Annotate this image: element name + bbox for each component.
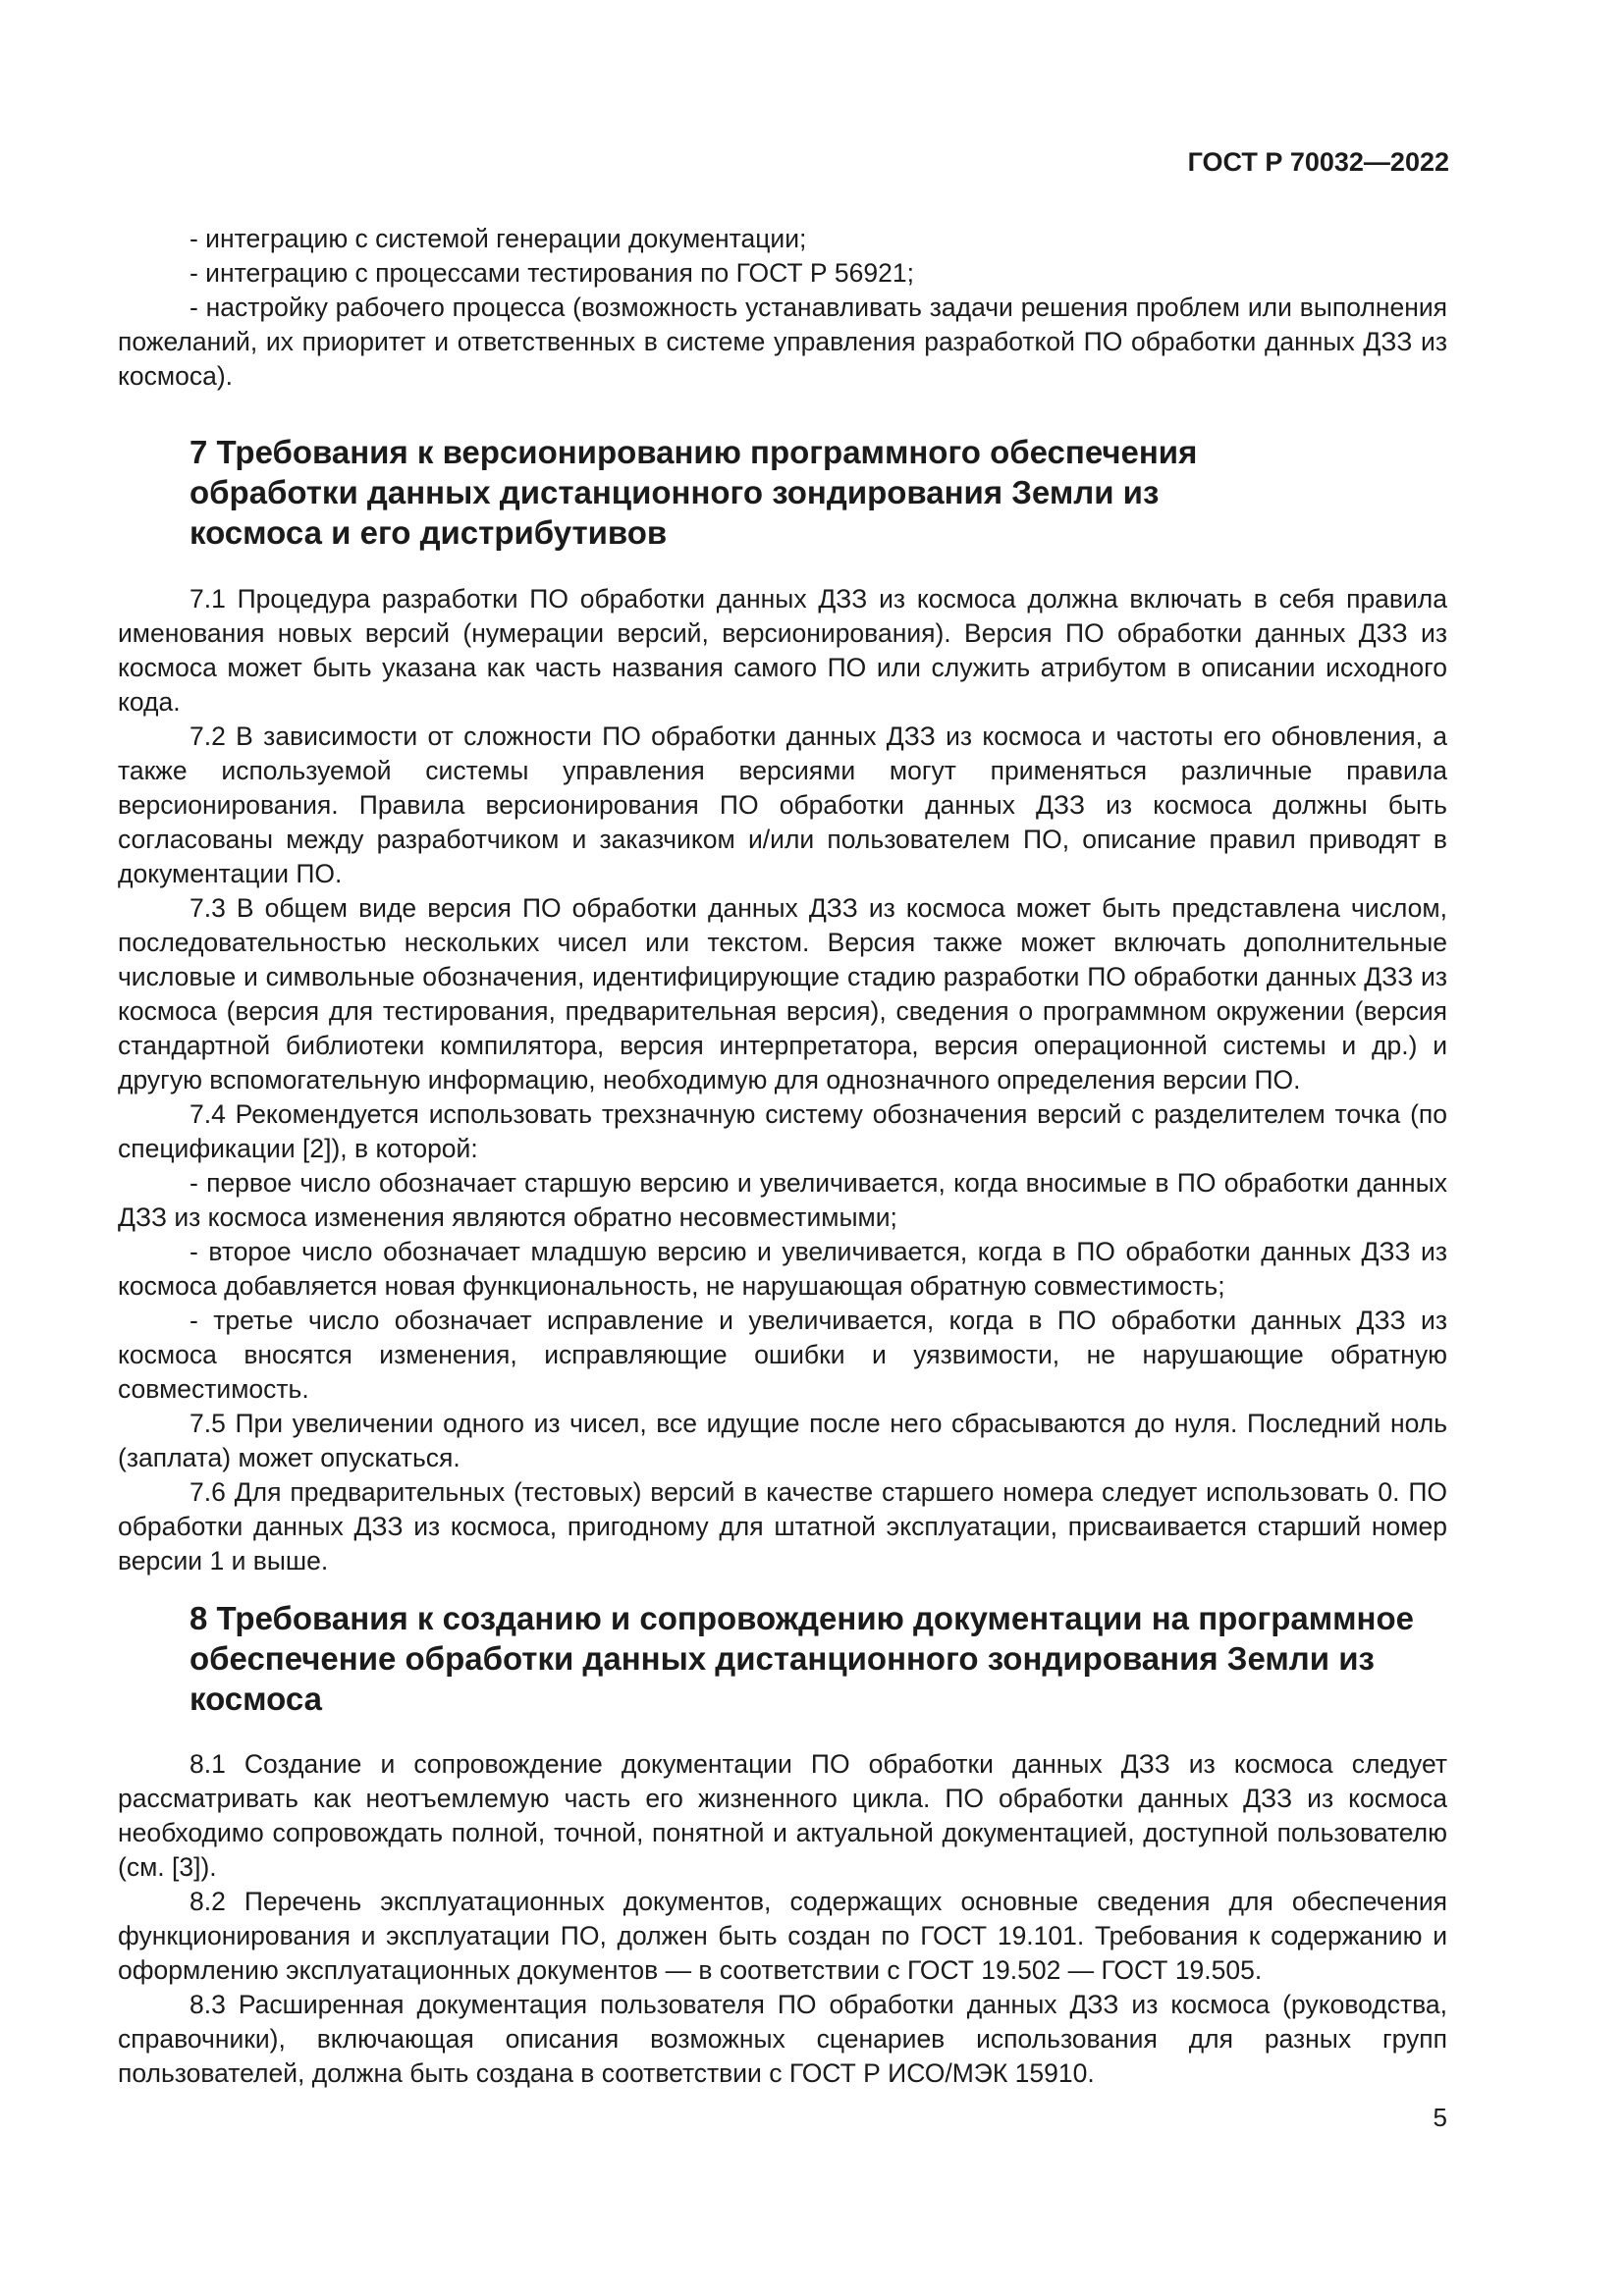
list-item: - интеграцию с системой генерации документации; bbox=[189, 224, 807, 253]
section-7-body bbox=[118, 582, 1447, 1578]
page-number: 5 bbox=[1433, 2103, 1447, 2132]
paragraph: 7.6 Для предварительных (тестовых) версий в качестве старшего номера следует использовать 0. ПО обработки данных ДЗЗ из космоса, пригодному для штатной эксплуатации, присваивается старший номер версии 1 и выше. bbox=[118, 1477, 1447, 1575]
list-item: - второе число обозначает младшую версию и увеличивается, когда в ПО обработки данных ДЗЗ из космоса добавляется новая функциональность, не нарушающая обратную совместимость; bbox=[118, 1237, 1447, 1301]
paragraph: 7.3 В общем виде версия ПО обработки данных ДЗЗ из космоса может быть представлена числом, последовательностью нескольких чисел или текстом. Версия также может включать дополнительные числовые и символьные обозначения, идентифицирующие стадию разработки ПО обработки данных ДЗЗ из космоса (версия для тестирования, предварительная версия), сведения о программном окружении (версия стандартной библиотеки компилятора, версия интерпретатора, версия операционной системы и др.) и другую вспомогательную информацию, необходимую для однозначного определения версии ПО. bbox=[118, 893, 1447, 1095]
section-8-body bbox=[118, 1747, 1447, 2091]
list-item: - настройку рабочего процесса (возможность устанавливать задачи решения проблем или выполнения пожеланий, их приоритет и ответственных в системе управления разработкой ПО обработки данных ДЗЗ из космоса). bbox=[118, 293, 1447, 391]
section-8 bbox=[118, 1598, 1447, 1719]
list-item: - третье число обозначает исправление и увеличивается, когда в ПО обработки данных ДЗЗ из космоса вносятся изменения, исправляющие ошибки и уязвимости, не нарушающие обратную совместимость. bbox=[118, 1306, 1447, 1404]
paragraph: 8.1 Создание и сопровождение документации ПО обработки данных ДЗЗ из космоса следует рассматривать как неотъемлемую часть его жизненного цикла. ПО обработки данных ДЗЗ из космоса необходимо сопровождать полной, точной, понятной и актуальной документацией, доступной пользователю (см. [3]). bbox=[118, 1749, 1447, 1882]
section-7 bbox=[118, 432, 1447, 553]
list-item: - первое число обозначает старшую версию и увеличивается, когда вносимые в ПО обработки данных ДЗЗ из космоса изменения являются обратно несовместимыми; bbox=[118, 1168, 1447, 1232]
document-id-header: ГОСТ Р 70032—2022 bbox=[1187, 147, 1449, 177]
paragraph: 7.2 В зависимости от сложности ПО обработки данных ДЗЗ из космоса и частоты его обновления, а также используемой системы управления версиями могут применяться различные правила версионирования. Правила версионирования ПО обработки данных ДЗЗ из космоса должны быть согласованы между разработчиком и заказчиком и/или пользователем ПО, описание правил приводят в документации ПО. bbox=[118, 721, 1447, 888]
paragraph: 8.2 Перечень эксплуатационных документов, содержащих основные сведения для обеспечения функционирования и эксплуатации ПО, должен быть создан по ГОСТ 19.101. Требования к содержанию и оформлению эксплуатационных документов — в соответствии с ГОСТ 19.502 — ГОСТ 19.505. bbox=[118, 1887, 1447, 1985]
paragraph: 7.1 Процедура разработки ПО обработки данных ДЗЗ из космоса должна включать в себя правила именования новых версий (нумерации версий, версионирования). Версия ПО обработки данных ДЗЗ из космоса может быть указана как часть названия самого ПО или служить атрибутом в описании исходного кода. bbox=[118, 584, 1447, 717]
section-8-title: 8 Требования к созданию и сопровождению документации на программное обеспечение обработки данных дистанционного зондирования Земли из космоса bbox=[189, 1600, 1414, 1717]
paragraph: 7.4 Рекомендуется использовать трехзначную систему обозначения версий с разделителем точка (по спецификации [2]), в которой: bbox=[118, 1099, 1447, 1163]
paragraph: 8.3 Расширенная документация пользователя ПО обработки данных ДЗЗ из космоса (руководства, справочники), включающая описания возможных сценариев использования для разных групп пользователей, должна быть создана в соответствии с ГОСТ Р ИСО/МЭК 15910. bbox=[118, 1990, 1447, 2088]
top-list bbox=[118, 222, 1447, 394]
section-7-title: 7 Требования к версионированию программного обеспечения обработки данных дистанционного зондирования Земли из космоса и его дистрибутивов bbox=[189, 434, 1198, 551]
paragraph: 7.5 При увеличении одного из чисел, все идущие после него сбрасываются до нуля. Последний ноль (заплата) может опускаться. bbox=[118, 1409, 1447, 1472]
list-item: - интеграцию с процессами тестирования по ГОСТ Р 56921; bbox=[189, 258, 914, 288]
